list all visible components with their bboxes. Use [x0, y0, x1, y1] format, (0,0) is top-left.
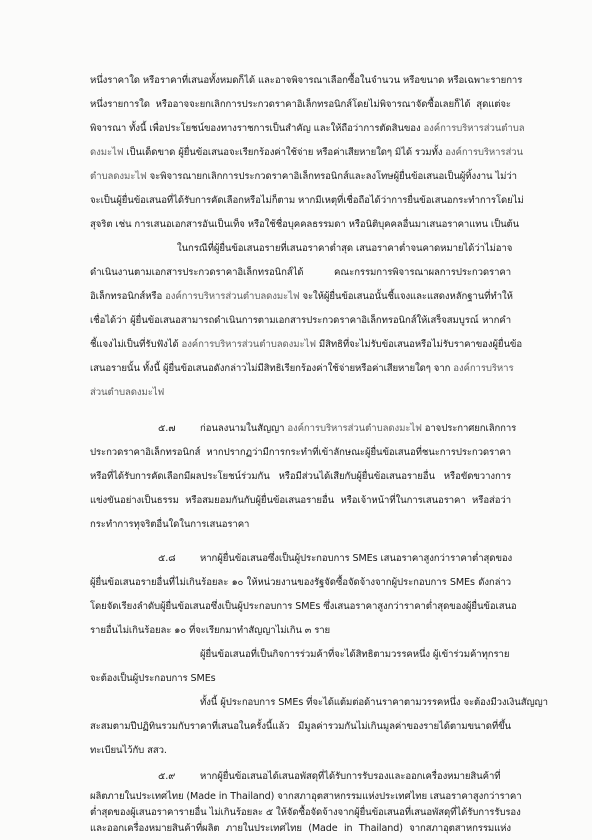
- org-name-text: องค์การบริหารส่วนตำบลดงมะไฟ: [287, 423, 422, 434]
- paragraph-line: ต่ำสุดของผู้เสนอราคารายอื่น ไม่เกินร้อยละ ๕ ให้จัดซื้อจัดจ้างจากผู้ยื่นข้อเสนอที่เสนอพัสดุที่ได้รับการรับรอง: [90, 807, 521, 818]
- org-name-text: องค์การบริหารส่วนตำบลดงมะไฟ: [165, 291, 300, 302]
- paragraph-line: จะต้องเป็นผู้ประกอบการ SMEs: [90, 673, 216, 684]
- paragraph-line: หากผู้ยื่นข้อเสนอซึ่งเป็นผู้ประกอบการ SMEs เสนอราคาสูงกว่าราคาต่ำสุดของ: [200, 553, 513, 564]
- section-number: ๕.๗: [158, 423, 176, 434]
- paragraph-line: ประกวดราคาอิเล็กทรอนิกส์ หากปรากฏว่ามีการกระทำที่เข้าลักษณะผู้ยื่นข้อเสนอที่ชนะการประกวดราคา: [90, 447, 511, 458]
- paragraph-line: [90, 122, 525, 136]
- paragraph-line: [90, 338, 522, 352]
- paragraph-line: และออกเครื่องหมายสินค้าที่ผลิต ภายในประเทศไทย (Made in Thailand) จากสภาอุตสาหกรรมแห่ง: [90, 823, 511, 834]
- line-text: พิจารณา ทั้งนี้ เพื่อประโยชน์ของทางราชการเป็นสำคัญ และให้ถือว่าการตัดสินของ: [90, 123, 421, 134]
- line-text: ก่อนลงนามในสัญญา: [200, 423, 285, 434]
- paragraph-line: เชื่อได้ว่า ผู้ยื่นข้อเสนอสามารถดำเนินการตามเอกสารประกวดราคาอิเล็กทรอนิกส์ให้เสร็จสมบูรณ์ หากคำ: [90, 315, 511, 326]
- paragraph-line: [200, 422, 516, 436]
- paragraph-line: หากผู้ยื่นข้อเสนอได้เสนอพัสดุที่ได้รับการรับรองและออกเครื่องหมายสินค้าที่: [200, 771, 501, 782]
- paragraph-line: ดำเนินงานตามเอกสารประกวดราคาอิเล็กทรอนิกส์ได้ คณะกรรมการพิจารณาผลการประกวดราคา: [90, 267, 511, 278]
- paragraph-line: สะสมตามปีปฏิทินรวมกับราคาที่เสนอในครั้งนี้แล้ว มีมูลค่ารวมกันไม่เกินมูลค่าของรายได้ตามขนาดที่ขึ้น: [90, 721, 511, 732]
- paragraph-line: [90, 290, 513, 304]
- org-name-text: องค์การบริหาร: [453, 363, 514, 374]
- paragraph-line: หรือที่ได้รับการคัดเลือกมีผลประโยชน์ร่วมกัน หรือมีส่วนได้เสียกับผู้ยื่นข้อเสนอรายอื่น หรือขัดขวางการ: [90, 471, 511, 482]
- paragraph-line: หนึ่งรายการใด หรืออาจจะยกเลิกการประกวดราคาอิเล็กทรอนิกส์โดยไม่พิจารณาจัดซื้อเลยก็ได้ สุดแต่จะ: [90, 99, 511, 110]
- line-text: เสนอรายนั้น ทั้งนี้ ผู้ยื่นข้อเสนอดังกล่าวไม่มีสิทธิเรียกร้องค่าใช้จ่ายหรือค่าเสียหายใดๆ จาก: [90, 363, 451, 374]
- line-text: เป็นเด็ดขาด ผู้ยื่นข้อเสนอจะเรียกร้องค่าใช้จ่าย หรือค่าเสียหายใดๆ มิได้ รวมทั้ง: [126, 147, 443, 158]
- line-text: อาจประกาศยกเลิกการ: [424, 423, 517, 434]
- line-text: จะพิจารณายกเลิกการประกวดราคาอิเล็กทรอนิกส์และลงโทษผู้ยื่นข้อเสนอเป็นผู้ทิ้งงาน ไม่ว่า: [149, 171, 517, 182]
- paragraph-line: ในกรณีที่ผู้ยื่นข้อเสนอรายที่เสนอราคาต่ำสุด เสนอราคาต่ำจนคาดหมายได้ว่าไม่อาจ: [177, 243, 513, 254]
- paragraph-line: ทั้งนี้ ผู้ประกอบการ SMEs ที่จะได้แต้มต่อด้านราคาตามวรรคหนึ่ง จะต้องมีวงเงินสัญญา: [200, 697, 548, 708]
- paragraph-line: ส่วนตำบลดงมะไฟ: [90, 387, 165, 398]
- paragraph-line: [90, 170, 517, 184]
- paragraph-line: ผู้ยื่นข้อเสนอรายอื่นที่ไม่เกินร้อยละ ๑๐ ให้หน่วยงานของรัฐจัดซื้อจัดจ้างจากผู้ประกอบการ SMEs ดังกล่าว: [90, 577, 511, 588]
- org-name-text: องค์การบริหารส่วนตำบล: [423, 123, 525, 134]
- section-number: ๕.๘: [158, 553, 176, 564]
- paragraph-line: รายอื่นไม่เกินร้อยละ ๑๐ ที่จะเรียกมาทำสัญญาไม่เกิน ๓ ราย: [90, 625, 331, 636]
- line-text: จะให้ผู้ยื่นข้อเสนอนั้นชี้แจงและแสดงหลักฐานที่ทำให้: [302, 291, 513, 302]
- paragraph-line: ผู้ยื่นข้อเสนอที่เป็นกิจการร่วมค้าที่จะได้สิทธิตามวรรคหนึ่ง ผู้เข้าร่วมค้าทุกราย: [200, 649, 510, 660]
- paragraph-line: [90, 146, 523, 160]
- paragraph-line: หนึ่งราคาใด หรือราคาที่เสนอทั้งหมดก็ได้ และอาจพิจารณาเลือกซื้อในจำนวน หรือขนาด หรือเฉพาะรายการ: [90, 75, 523, 86]
- org-name-text: องค์การบริหารส่วน: [445, 147, 523, 158]
- org-name-text: ดงมะไฟ: [90, 147, 124, 158]
- org-name-text: ตำบลดงมะไฟ: [90, 171, 147, 182]
- paragraph-line: แข่งขันอย่างเป็นธรรม หรือสมยอมกันกับผู้ยื่นข้อเสนอรายอื่น หรือเจ้าหน้าที่ในการเสนอราคา หรือส่อว่า: [90, 495, 511, 506]
- line-text: ชี้แจงไม่เป็นที่รับฟังได้: [90, 339, 179, 350]
- paragraph-line: กระทำการทุจริตอื่นใดในการเสนอราคา: [90, 519, 250, 530]
- paragraph-line: จะเป็นผู้ยื่นข้อเสนอที่ได้รับการคัดเลือกหรือไม่ก็ตาม หากมีเหตุที่เชื่อถือได้ว่าการยื่นข้อเสนอกระทำการโดยไม่: [90, 195, 524, 206]
- line-text: มีสิทธิที่จะไม่รับข้อเสนอหรือไม่รับราคาของผู้ยื่นข้อ: [318, 339, 523, 350]
- paragraph-line: [90, 362, 514, 376]
- paragraph-line: ผลิตภายในประเทศไทย (Made in Thailand) จากสภาอุตสาหกรรมแห่งประเทศไทย เสนอราคาสูงกว่าราคา: [90, 791, 522, 802]
- org-name-text: องค์การบริหารส่วนตำบลดงมะไฟ: [181, 339, 316, 350]
- paragraph-line: ทะเบียนไว้กับ สสว.: [90, 745, 167, 756]
- paragraph-line: สุจริต เช่น การเสนอเอกสารอันเป็นเท็จ หรือใช้ชื่อบุคคลธรรมดา หรือนิติบุคคลอื่นมาเสนอราคาแทน เป็นต้น: [90, 219, 520, 230]
- line-text: อิเล็กทรอนิกส์หรือ: [90, 291, 163, 302]
- section-number: ๕.๙: [158, 771, 176, 782]
- paragraph-line: โดยจัดเรียงลำดับผู้ยื่นข้อเสนอซึ่งเป็นผู้ประกอบการ SMEs ซึ่งเสนอราคาสูงกว่าราคาต่ำสุดของผู้ยื่นข้อเสนอ: [90, 601, 517, 612]
